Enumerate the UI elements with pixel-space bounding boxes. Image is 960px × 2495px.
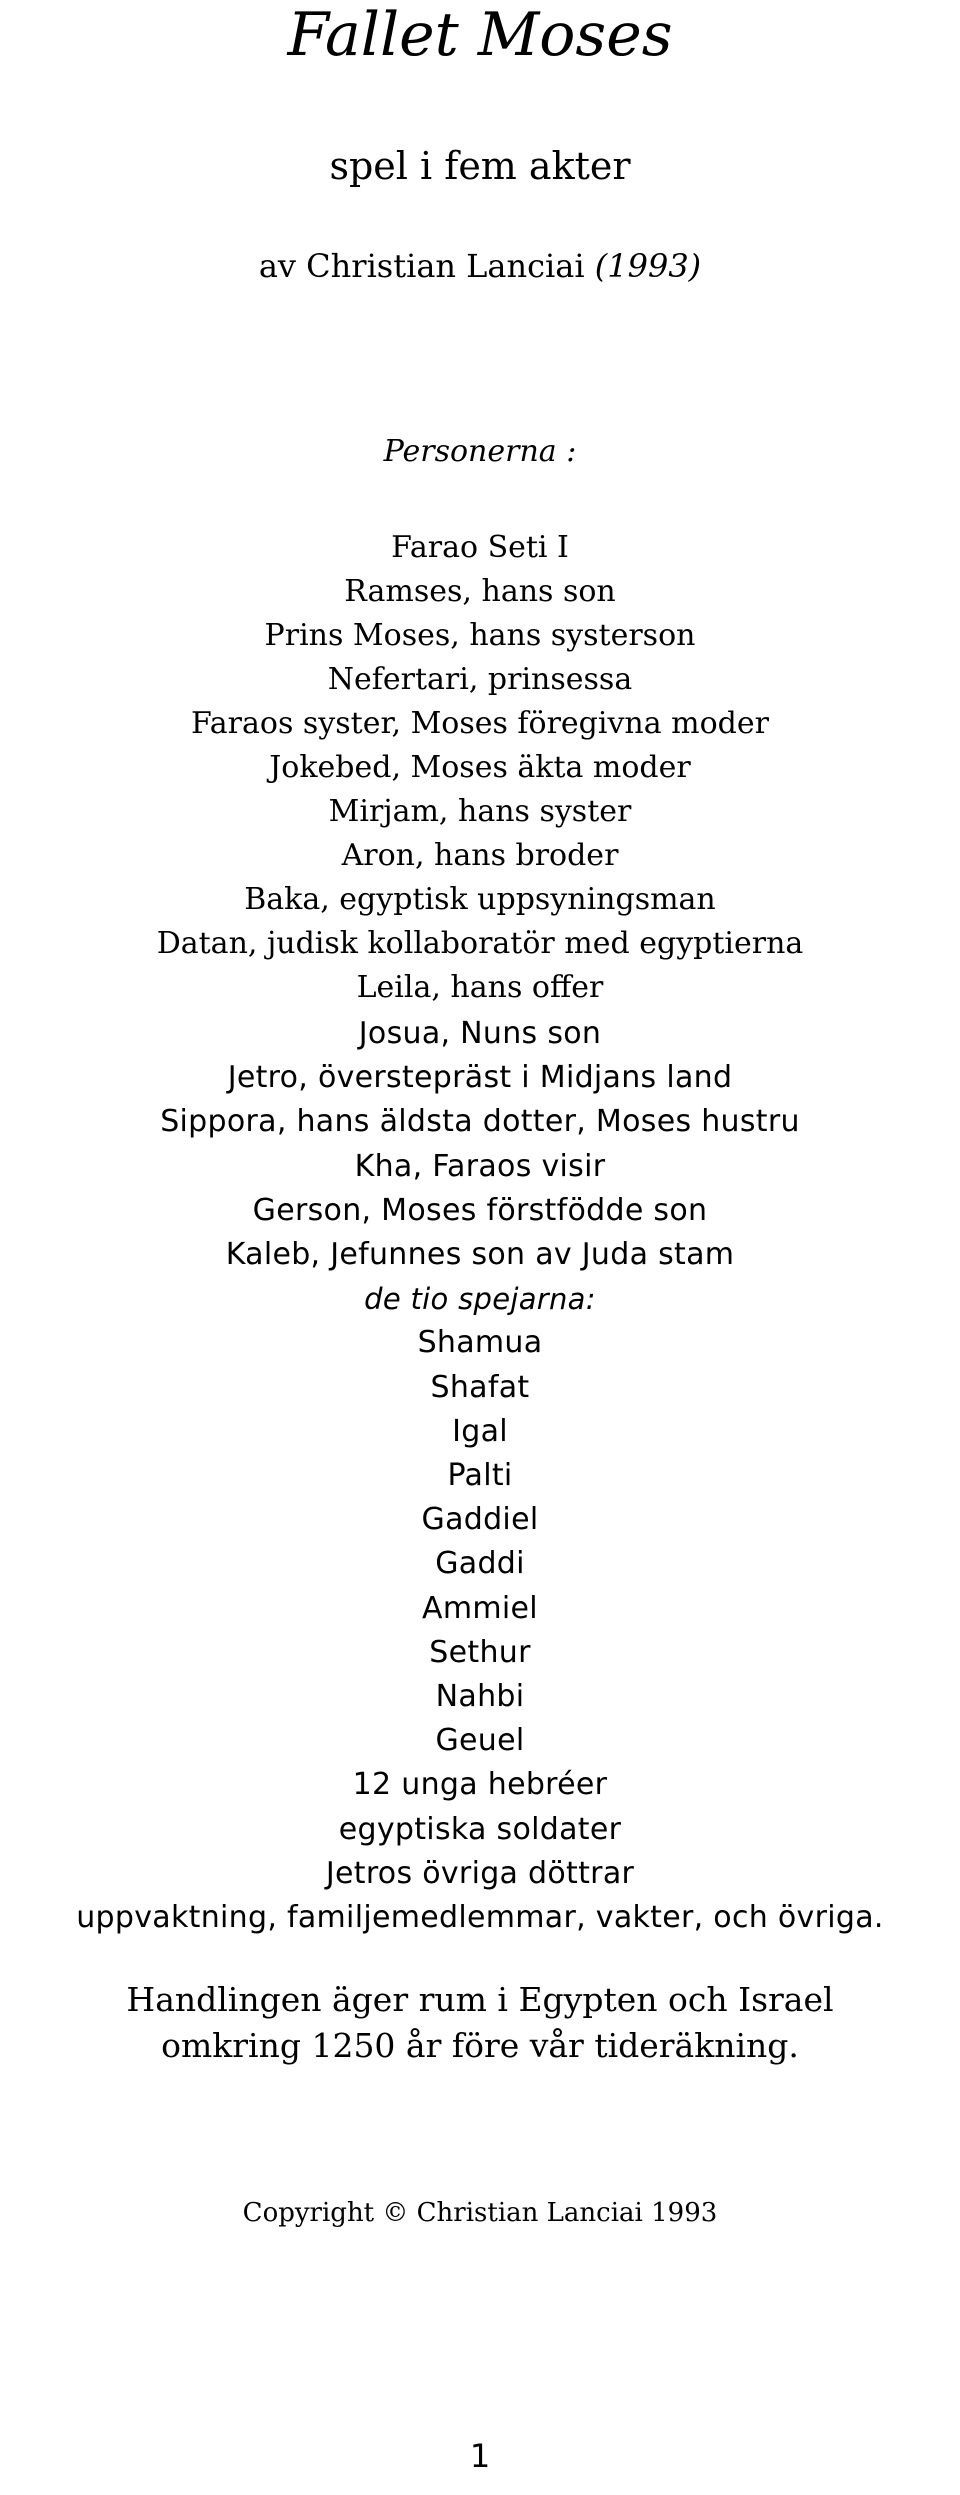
author-year: (1993) xyxy=(594,247,702,285)
cast-member: Baka, egyptisk uppsyningsman xyxy=(244,882,716,917)
cast-member: Jetro, överstepräst i Midjans land xyxy=(227,1060,733,1096)
spy-name: Shamua xyxy=(417,1325,543,1361)
copyright-notice: Copyright © Christian Lanciai 1993 xyxy=(242,2198,718,2228)
cast-member: Mirjam, hans syster xyxy=(328,794,632,829)
spy-name: Gaddiel xyxy=(421,1502,539,1538)
spy-name: Geuel xyxy=(435,1723,525,1759)
cast-member: Gerson, Moses förstfödde son xyxy=(252,1192,708,1228)
cast-member: Jetros övriga döttrar xyxy=(325,1855,635,1891)
cast-member: Sippora, hans äldsta dotter, Moses hustru xyxy=(160,1104,800,1140)
cast-member: Farao Seti I xyxy=(391,530,569,565)
cast-member: Faraos syster, Moses föregivna moder xyxy=(191,706,769,741)
page-number: 1 xyxy=(469,2437,491,2475)
cast-member: Leila, hans offer xyxy=(356,970,604,1005)
cast-list-sans xyxy=(0,1012,960,1940)
author-line xyxy=(0,246,960,286)
cast-member: Jokebed, Moses äkta moder xyxy=(269,750,691,785)
cast-list-serif xyxy=(0,526,960,1010)
spies-group-label: de tio spejarna: xyxy=(364,1282,596,1317)
spy-name: Palti xyxy=(447,1458,513,1494)
spy-name: Igal xyxy=(452,1413,508,1449)
spy-name: Ammiel xyxy=(422,1590,538,1626)
setting-line: Handlingen äger rum i Egypten och Israel xyxy=(126,1980,834,2019)
spy-name: Gaddi xyxy=(435,1546,525,1582)
cast-member: Datan, judisk kollaboratör med egyptierna xyxy=(156,926,804,961)
spy-name: Nahbi xyxy=(435,1679,525,1715)
play-subtitle: spel i fem akter xyxy=(329,144,631,188)
cast-member: Aron, hans broder xyxy=(341,838,619,873)
author-name: av Christian Lanciai xyxy=(258,247,595,285)
setting-line: omkring 1250 år före vår tideräkning. xyxy=(161,2026,799,2065)
cast-member: Kaleb, Jefunnes son av Juda stam xyxy=(225,1237,735,1273)
setting-paragraph xyxy=(0,1977,960,2069)
cast-member: Nefertari, prinsessa xyxy=(327,662,633,697)
play-title: Fallet Moses xyxy=(287,0,673,70)
persons-heading: Personerna : xyxy=(383,434,577,469)
spy-name: Sethur xyxy=(429,1634,531,1670)
spy-name: Shafat xyxy=(430,1369,530,1405)
cast-member: Josua, Nuns son xyxy=(358,1016,602,1051)
cast-member: Kha, Faraos visir xyxy=(354,1148,606,1184)
cast-member: Prins Moses, hans systerson xyxy=(264,618,696,653)
cast-member: 12 unga hebréer xyxy=(352,1767,608,1803)
cast-member: uppvaktning, familjemedlemmar, vakter, och övriga. xyxy=(76,1900,884,1936)
cast-member: egyptiska soldater xyxy=(338,1811,622,1847)
cast-member: Ramses, hans son xyxy=(344,574,616,609)
